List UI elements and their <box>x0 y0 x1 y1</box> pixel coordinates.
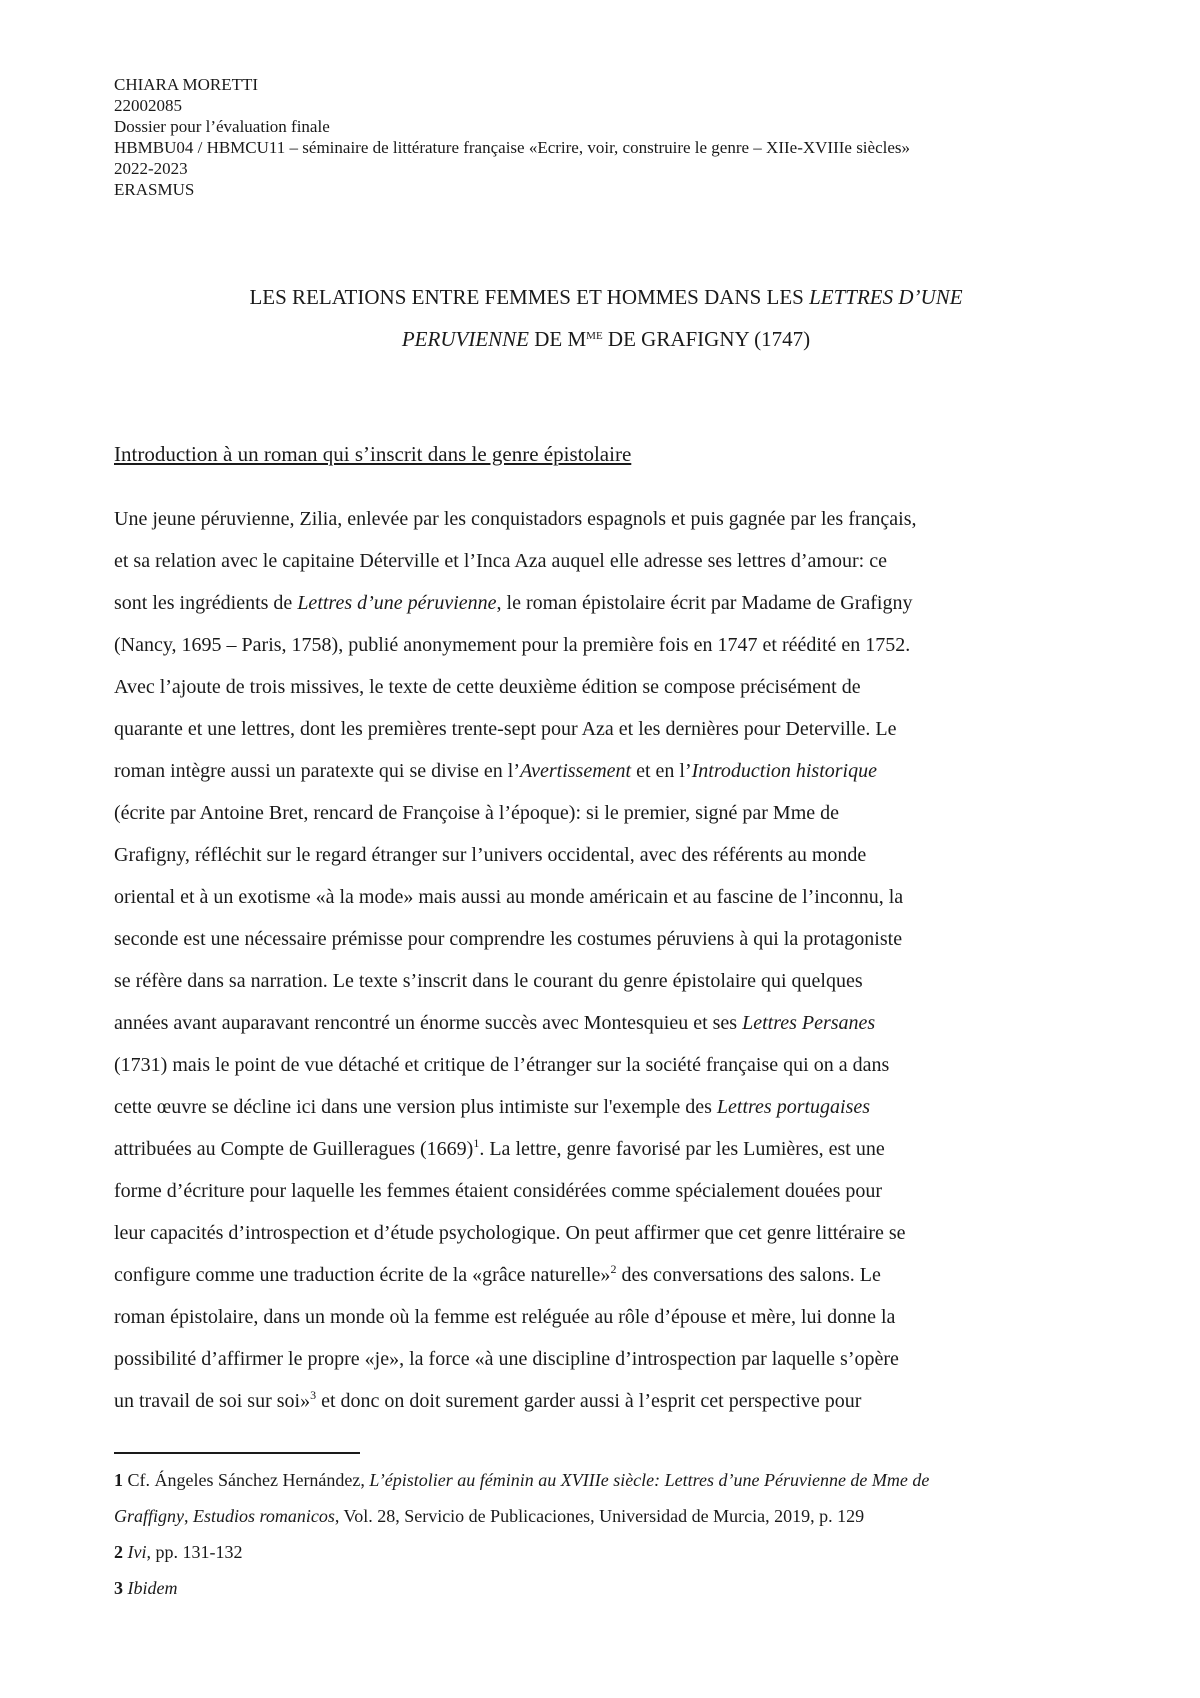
footnote-separator <box>114 1452 360 1454</box>
body-line: possibilité d’affirmer le propre «je», la force «à une discipline d’introspection par laquelle s’opère <box>114 1348 899 1370</box>
body-line: (1731) mais le point de vue détaché et critique de l’étranger sur la société française qui on a dans <box>114 1054 890 1076</box>
body-line: et sa relation avec le capitaine Déterville et l’Inca Aza auquel elle adresse ses lettres d’amour: ce <box>114 550 887 572</box>
footnote-3: 3 Ibidem <box>114 1578 178 1598</box>
body-line: sont les ingrédients de Lettres d’une péruvienne, le roman épistolaire écrit par Madame de Grafigny <box>114 592 913 614</box>
program-label: ERASMUS <box>114 180 195 199</box>
body-line: Grafigny, réfléchit sur le regard étranger sur l’univers occidental, avec des référents au monde <box>114 844 867 866</box>
footnote-ref-1[interactable]: 1 <box>473 1136 480 1150</box>
body-line: un travail de soi sur soi»$^3$ et donc on doit surement garder aussi à l’esprit cet perspective pour <box>114 1388 862 1412</box>
footnote-1: 1 Cf. Ángeles Sánchez Hernández, L’épistolier au féminin au XVIIIe siècle: Lettres d’une Péruvienne de Mme de <box>114 1470 930 1490</box>
body-line: seconde est une nécessaire prémisse pour comprendre les costumes péruviens à qui la protagoniste <box>114 928 903 950</box>
body-line: se réfère dans sa narration. Le texte s’inscrit dans le courant du genre épistolaire qui quelques <box>114 970 863 992</box>
body-line: configure comme une traduction écrite de la «grâce naturelle»$^2$ des conversations des salons. Le <box>114 1262 881 1286</box>
footnote-ref-2[interactable]: 2 <box>610 1262 617 1276</box>
body-line: quarante et une lettres, dont les premières trente-sept pour Aza et les dernières pour Deterville. Le <box>114 718 897 740</box>
body-line: roman épistolaire, dans un monde où la femme est reléguée au rôle d’épouse et mère, lui donne la <box>114 1306 896 1328</box>
document-title <box>114 276 1098 360</box>
body-line: forme d’écriture pour laquelle les femmes étaient considérées comme spécialement douées pour <box>114 1180 883 1202</box>
section-heading: Introduction à un roman qui s’inscrit dans le genre épistolaire <box>114 442 632 466</box>
body-line: (écrite par Antoine Bret, rencard de Françoise à l’époque): si le premier, signé par Mme de <box>114 802 840 824</box>
body-line: Avec l’ajoute de trois missives, le texte de cette deuxième édition se compose précisément de <box>114 676 861 698</box>
footnote-2: 2 Ivi, pp. 131-132 <box>114 1542 243 1562</box>
footnotes <box>114 1462 1104 1606</box>
body-line: (Nancy, 1695 – Paris, 1758), publié anonymement pour la première fois en 1747 et réédité en 1752. <box>114 634 911 656</box>
title-line-2: PERUVIENNE DE $M^{ME}$ DE GRAFIGNY (1747) <box>401 327 811 351</box>
body-line: attribuées au Compte de Guilleragues $(1669)^1$. La lettre, genre favorisé par les Lumières, est une <box>114 1136 885 1160</box>
academic-year: 2022-2023 <box>114 159 188 178</box>
body-line: oriental et à un exotisme «à la mode» mais aussi au monde américain et au fascine de l’inconnu, la <box>114 886 904 908</box>
body-paragraph <box>114 498 1100 1422</box>
author-header <box>114 74 1114 200</box>
footnote-ref-3[interactable]: 3 <box>310 1388 317 1402</box>
dossier-label: Dossier pour l’évaluation finale <box>114 117 330 136</box>
student-number: 22002085 <box>114 96 182 115</box>
title-line-1: LES RELATIONS ENTRE FEMMES ET HOMMES DANS LES LETTRES D’UNE <box>249 285 963 309</box>
body-line: leur capacités d’introspection et d’étude psychologique. On peut affirmer que cet genre littéraire se <box>114 1222 906 1244</box>
body-line: Une jeune péruvienne, Zilia, enlevée par les conquistadors espagnols et puis gagnée par les français, <box>114 508 917 530</box>
course-code: HBMBU04 / HBMCU11 – séminaire de littérature française «Ecrire, voir, construire le genre – XIIe-XVIIIe siècles» <box>114 138 911 157</box>
body-line: années avant auparavant rencontré un énorme succès avec Montesquieu et ses Lettres Persanes <box>114 1012 876 1034</box>
body-line: cette œuvre se décline ici dans une version plus intimiste sur l'exemple des Lettres portugaises <box>114 1096 871 1118</box>
footnote-1-cont: Graffigny, Estudios romanicos, Vol. 28, Servicio de Publicaciones, Universidad de Murcia, 2019, p. 129 <box>114 1506 865 1526</box>
author-name: CHIARA MORETTI <box>114 75 259 94</box>
body-line: roman intègre aussi un paratexte qui se divise en l’Avertissement et en l’Introduction historique <box>114 760 877 782</box>
